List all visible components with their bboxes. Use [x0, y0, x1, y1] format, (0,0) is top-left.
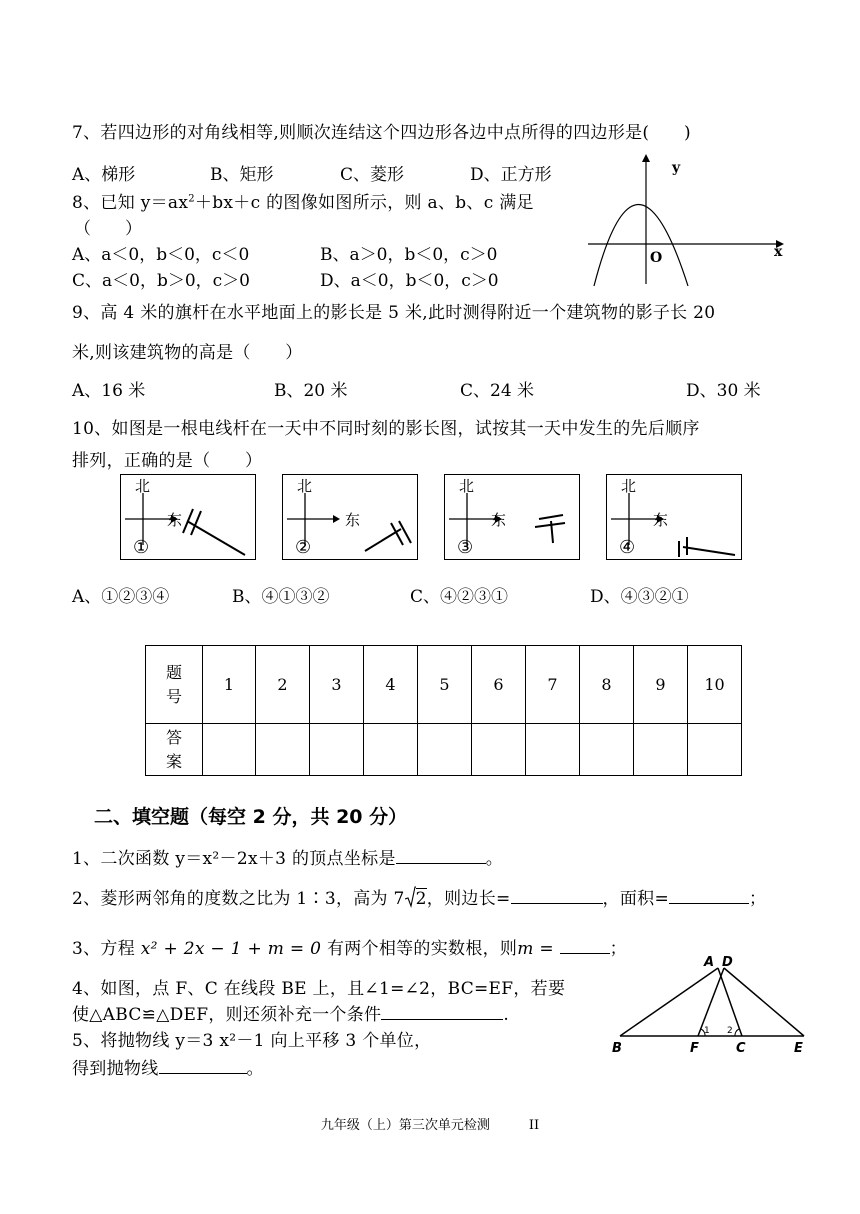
question-number-cell: 4: [364, 646, 418, 724]
q7-option-d: D、正方形: [470, 165, 552, 185]
answer-table-number-row: [146, 646, 742, 724]
question-number-cell: 7: [526, 646, 580, 724]
q10-option-c: C、④②③①: [410, 587, 509, 607]
s2-q3-pre: 3、方程: [72, 939, 136, 959]
q10-figure-2: [282, 474, 418, 560]
s2-q3-end: ；: [609, 939, 627, 959]
answer-table: [145, 645, 742, 776]
s2-q5-line2: [72, 1054, 264, 1079]
q10-stem-line1: 10、如图是一根电线杆在一天中不同时刻的影长图，试按其一天中发生的先后顺序: [72, 419, 700, 439]
q7-option-c: C、菱形: [340, 165, 405, 185]
s2-q2-mid: ，则边长=: [426, 889, 511, 909]
s2-q2-pre: 2、菱形两邻角的度数之比为 1∶3，高为 7: [72, 889, 405, 909]
q10-figure-3: [444, 474, 580, 560]
s2-q2-mid2: ，面积=: [602, 889, 669, 909]
s2-q4-line2-text: 使△ABC≌△DEF，则还须补充一个条件: [72, 1005, 382, 1025]
q10-figure-3-north: 北: [459, 477, 475, 495]
q10-stem-line2: 排列，正确的是（ ）: [72, 451, 263, 471]
s2-q4-blank[interactable]: [381, 1019, 503, 1020]
q8-stem-post: ＋bx＋c 的图像如图所示，则 a、b、c 满足: [194, 193, 534, 213]
question-number-cell: 5: [418, 646, 472, 724]
answer-table-header-answer-char1: 答: [165, 727, 182, 747]
s2-q1: [72, 844, 503, 869]
answer-cell[interactable]: [634, 724, 688, 776]
triangle-label-b: B: [612, 1041, 622, 1056]
triangle-angle-2: 2: [727, 1026, 733, 1036]
q8-graph-y-label: y: [672, 160, 681, 176]
answer-table-header-answer-char2: 案: [165, 751, 182, 771]
q9-stem-line2: 米,则该建筑物的高是（ ）: [72, 343, 303, 363]
q10-figure-4-number: ④: [619, 537, 636, 558]
answer-cell[interactable]: [364, 724, 418, 776]
answer-table-header-number: [146, 646, 203, 724]
q9-option-a: A、16 米: [72, 381, 146, 401]
q9-stem-line1: 9、高 4 米的旗杆在水平地面上的影长是 5 米,此时测得附近一个建筑物的影子长 20: [72, 303, 716, 323]
answer-cell[interactable]: [418, 724, 472, 776]
q7-stem: 7、若四边形的对角线相等,则顺次连结这个四边形各边中点所得的四边形是( ): [72, 123, 691, 143]
answer-table-header-number-char2: 号: [165, 686, 182, 706]
answer-cell[interactable]: [526, 724, 580, 776]
q7-option-a: A、梯形: [72, 165, 136, 185]
q8-option-b: B、a＞0，b＜0，c＞0: [320, 245, 498, 265]
s2-q2-side-blank[interactable]: [511, 903, 603, 904]
answer-table-answer-row: [146, 724, 742, 776]
s2-q3-eq2: =: [533, 939, 560, 959]
s2-q1-blank[interactable]: [396, 863, 486, 864]
section2-heading: 二、填空题（每空 2 分，共 20 分）: [94, 806, 408, 828]
s2-q2-end: ；: [749, 889, 767, 909]
answer-table-header-answer: [146, 724, 203, 776]
q10-figure-2-number: ②: [295, 537, 312, 558]
q10-figure-3-east: 东: [491, 511, 507, 529]
s2-q2: [72, 884, 766, 909]
triangle-label-d: D: [722, 955, 733, 970]
s2-q5-line2-text: 得到抛物线: [72, 1059, 159, 1079]
answer-cell[interactable]: [580, 724, 634, 776]
s2-q4-line2-end: .: [503, 1005, 510, 1025]
s2-q3-m: m: [517, 939, 534, 959]
s2-q2-sqrt: [405, 889, 427, 909]
q10-figure-1-east: 东: [167, 511, 183, 529]
q10-option-a: A、①②③④: [72, 587, 170, 607]
q10-figure-4-east: 东: [653, 511, 669, 529]
question-number-cell: 1: [203, 646, 256, 724]
q10-figure-2-north: 北: [297, 477, 313, 495]
question-number-cell: 8: [580, 646, 634, 724]
answer-cell[interactable]: [203, 724, 256, 776]
s2-q5-line1: 5、将抛物线 y＝3 x²－1 向上平移 3 个单位，: [72, 1031, 432, 1051]
triangle-label-f: F: [690, 1041, 699, 1056]
q8-graph-origin-label: O: [650, 250, 663, 266]
q9-option-c: C、24 米: [460, 381, 535, 401]
q10-figure-4-north: 北: [621, 477, 637, 495]
q10-option-b: B、④①③②: [232, 587, 330, 607]
s2-q1-text: 1、二次函数 y＝x²－2x＋3 的顶点坐标是: [72, 849, 396, 869]
s2-q1-end: 。: [485, 849, 504, 869]
q8-paren: （ ）: [74, 219, 142, 239]
q4-triangle-figure: [606, 954, 812, 1058]
q8-option-d: D、a＜0，b＜0，c＞0: [320, 271, 499, 291]
answer-cell[interactable]: [688, 724, 742, 776]
question-number-cell: 10: [688, 646, 742, 724]
question-number-cell: 6: [472, 646, 526, 724]
s2-q5-blank[interactable]: [159, 1073, 247, 1074]
triangle-angle-1: 1: [704, 1026, 710, 1036]
page-footer: 九年级（上）第三次单元检测 II: [320, 1118, 540, 1133]
q8-option-a: A、a＜0，b＜0，c＜0: [72, 245, 250, 265]
s2-q3-mid: 有两个相等的实数根，则: [326, 939, 518, 959]
question-number-cell: 9: [634, 646, 688, 724]
triangle-label-a: A: [704, 955, 715, 970]
s2-q2-sqrt-radicand: 2: [415, 889, 427, 909]
question-number-cell: 2: [256, 646, 310, 724]
q10-figure-1-number: ①: [133, 537, 150, 558]
q10-figure-4: [606, 474, 742, 560]
q8-stem: [72, 188, 534, 213]
answer-cell[interactable]: [256, 724, 310, 776]
s2-q3-equation: x² + 2x − 1 + m = 0: [140, 939, 322, 959]
q10-option-d: D、④③②①: [590, 587, 689, 607]
q9-option-d: D、30 米: [686, 381, 761, 401]
s2-q5-line2-end: 。: [246, 1059, 264, 1079]
s2-q3: [72, 934, 627, 959]
s2-q2-area-blank[interactable]: [669, 903, 749, 904]
triangle-label-e: E: [794, 1041, 803, 1056]
q10-figure-1-north: 北: [135, 477, 151, 495]
q8-option-c: C、a＜0，b＞0，c＞0: [72, 271, 250, 291]
answer-table-header-number-char1: 题: [165, 662, 182, 682]
question-number-cell: 3: [310, 646, 364, 724]
q8-stem-pre: 8、已知 y＝ax: [72, 193, 189, 213]
q10-figure-3-number: ③: [457, 537, 474, 558]
q7-option-b: B、矩形: [210, 165, 274, 185]
answer-cell[interactable]: [472, 724, 526, 776]
s2-q3-blank[interactable]: [560, 953, 610, 954]
triangle-label-c: C: [736, 1041, 746, 1056]
q8-parabola-graph: [578, 148, 788, 288]
q8-stem-sup: 2: [188, 193, 195, 205]
s2-q4-line1: 4、如图，点 F、C 在线段 BE 上，且∠1=∠2，BC=EF，若要: [72, 979, 566, 999]
q8-graph-x-label: x: [774, 244, 783, 260]
answer-cell[interactable]: [310, 724, 364, 776]
q10-figure-2-east: 东: [345, 511, 361, 529]
q10-figure-1: [120, 474, 256, 560]
q9-option-b: B、20 米: [274, 381, 348, 401]
s2-q4-line2: [72, 1000, 509, 1025]
